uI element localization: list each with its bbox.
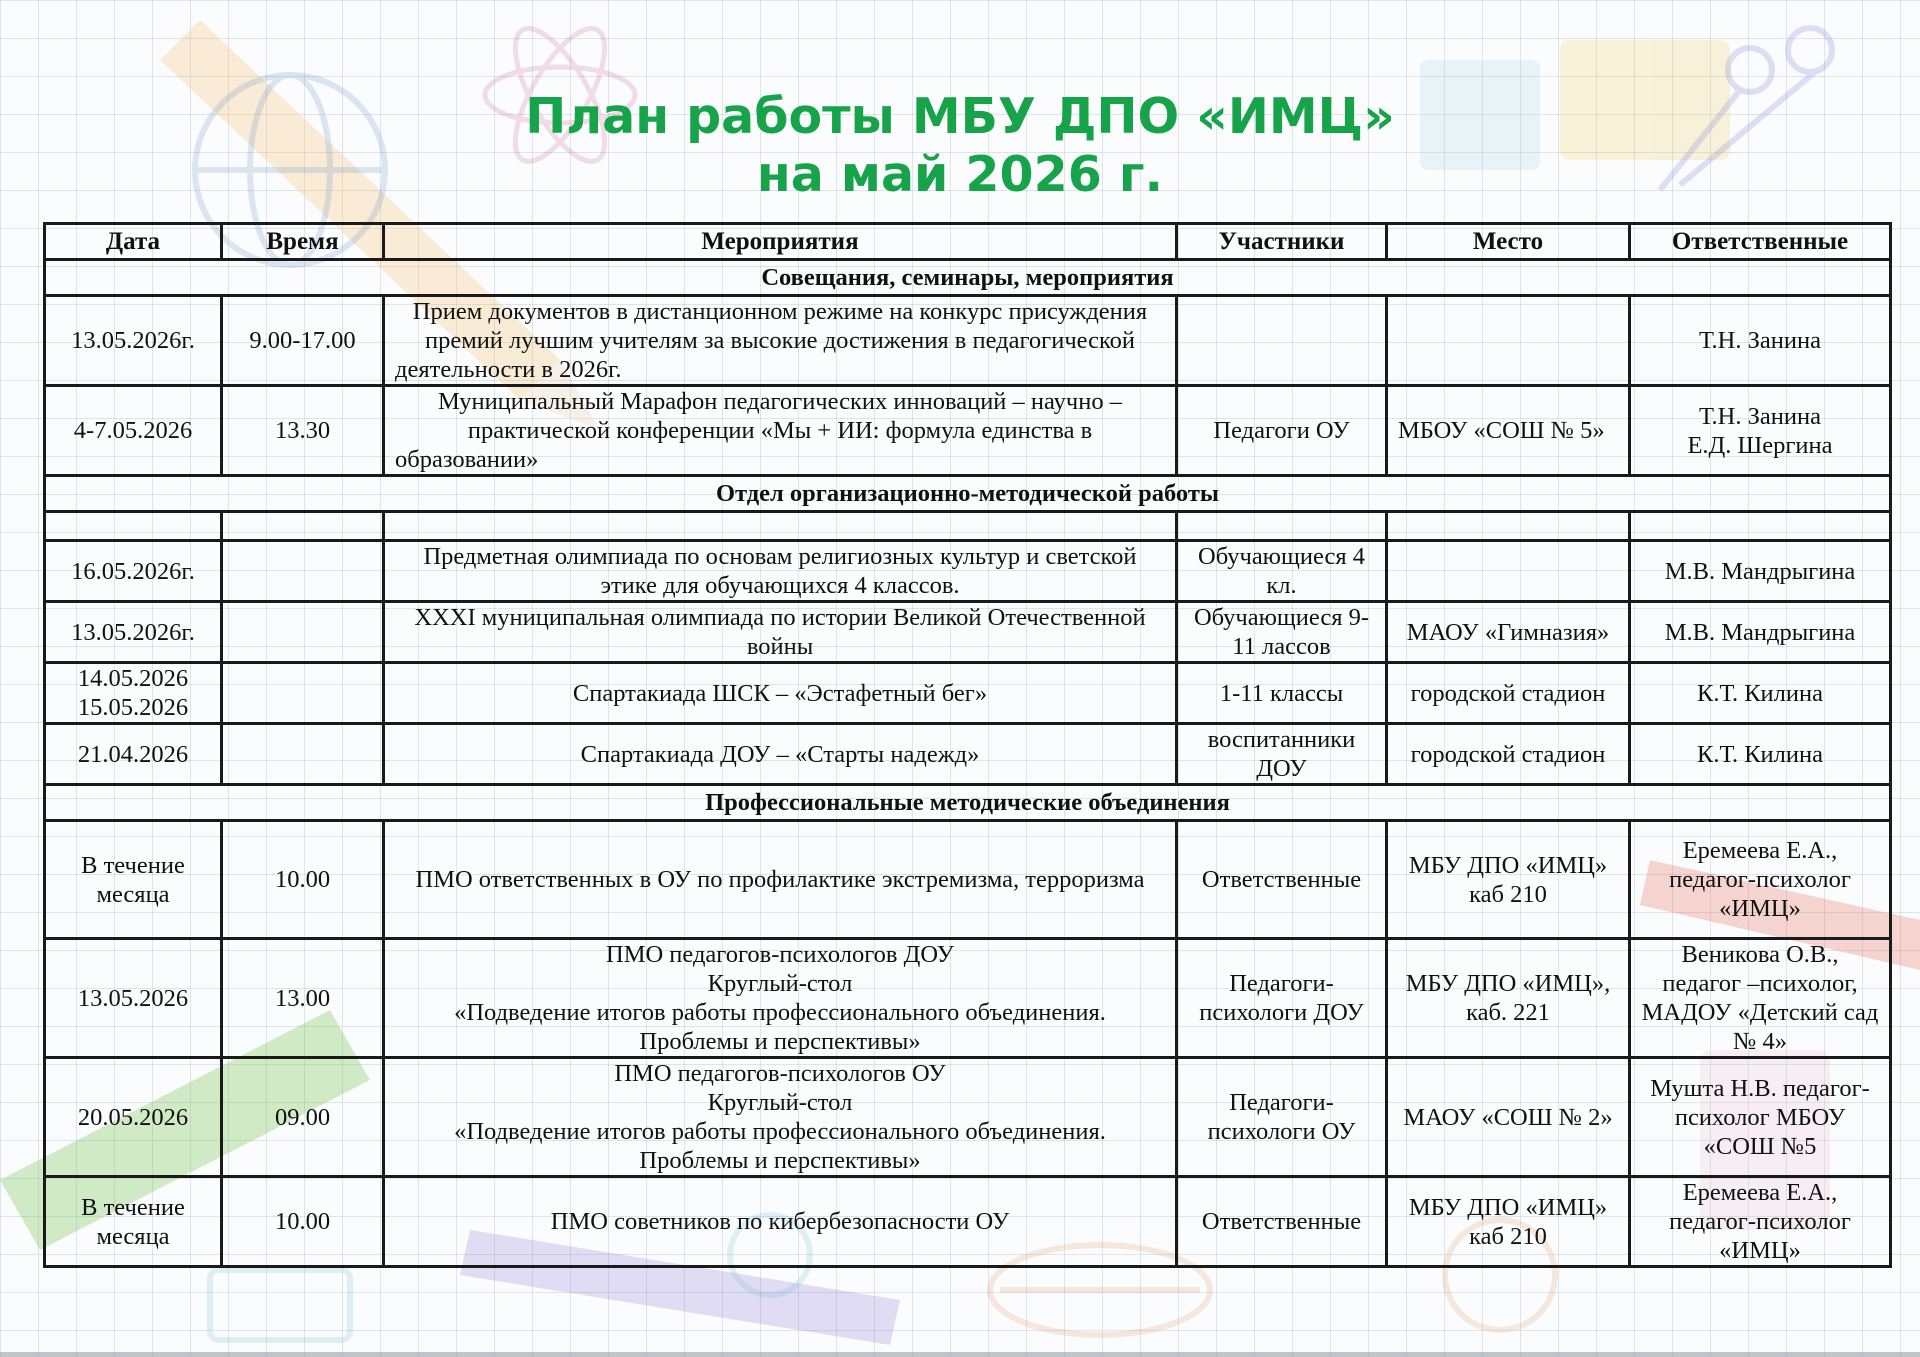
work-plan-table <box>43 222 1892 1268</box>
cell-date: 16.05.2026г. <box>45 541 222 602</box>
cell-event: XXXI муниципальная олимпиада по истории Великой Отечественной войны <box>384 602 1177 663</box>
cell-time <box>222 541 384 602</box>
table-row <box>45 602 1891 663</box>
cell-participants: Ответственные <box>1177 821 1387 939</box>
cell-responsible: К.Т. Килина <box>1630 724 1891 785</box>
section-row <box>45 785 1891 821</box>
table-row <box>45 939 1891 1058</box>
table-row <box>45 296 1891 386</box>
empty-cell <box>1387 512 1630 541</box>
header-time: Время <box>222 224 384 260</box>
cell-time: 9.00-17.00 <box>222 296 384 386</box>
responsible-name: Е.Д. Шергина <box>1687 431 1833 459</box>
empty-cell <box>1177 512 1387 541</box>
cell-place: МБУ ДПО «ИМЦ» каб 210 <box>1387 1177 1630 1267</box>
section-title-prof-associations: Профессиональные методические объединения <box>45 785 1891 821</box>
table-row <box>45 541 1891 602</box>
cell-date: В течение месяца <box>45 821 222 939</box>
date-line: 15.05.2026 <box>77 694 189 721</box>
header-participants: Участники <box>1177 224 1387 260</box>
cell-participants: воспитанники ДОУ <box>1177 724 1387 785</box>
cell-time: 09.00 <box>222 1058 384 1177</box>
empty-cell <box>384 512 1177 541</box>
cell-participants: Ответственные <box>1177 1177 1387 1267</box>
cell-responsible: М.В. Мандрыгина <box>1630 602 1891 663</box>
empty-cell <box>1630 512 1891 541</box>
table-row <box>45 386 1891 476</box>
cell-time <box>222 724 384 785</box>
cell-date: 13.05.2026г. <box>45 602 222 663</box>
cell-participants: Педагоги ОУ <box>1177 386 1387 476</box>
cell-time: 13.30 <box>222 386 384 476</box>
cell-responsible: Мушта Н.В. педагог-психолог МБОУ «СОШ №5 <box>1630 1058 1891 1177</box>
cell-date <box>45 663 222 724</box>
cell-place <box>1387 541 1630 602</box>
responsible-name: Т.Н. Занина <box>1699 402 1821 430</box>
empty-cell <box>222 512 384 541</box>
table-row <box>45 821 1891 939</box>
cell-event: Спартакиада ШСК – «Эстафетный бег» <box>384 663 1177 724</box>
table-row <box>45 663 1891 724</box>
page-title <box>0 88 1920 204</box>
cell-responsible: К.Т. Килина <box>1630 663 1891 724</box>
table-row <box>45 724 1891 785</box>
header-date: Дата <box>45 224 222 260</box>
table-row <box>45 1058 1891 1177</box>
cell-place: городской стадион <box>1387 724 1630 785</box>
cell-place: МБОУ «СОШ № 5» <box>1387 386 1630 476</box>
cell-date: В течение месяца <box>45 1177 222 1267</box>
cell-place: МБУ ДПО «ИМЦ» каб 210 <box>1387 821 1630 939</box>
cell-participants: Педагоги-психологи ДОУ <box>1177 939 1387 1058</box>
event-line: «Подведение итогов работы профессионального объединения. <box>454 999 1106 1026</box>
header-place: Место <box>1387 224 1630 260</box>
cell-responsible: М.В. Мандрыгина <box>1630 541 1891 602</box>
cell-event: Спартакиада ДОУ – «Старты надежд» <box>384 724 1177 785</box>
cell-event: Муниципальный Марафон педагогических инноваций – научно – практической конференции «Мы + ИИ: формула единства в образовании» <box>384 386 1177 476</box>
table-header-row <box>45 224 1891 260</box>
date-line: 14.05.2026 <box>77 665 189 692</box>
section-title-meetings: Совещания, семинары, мероприятия <box>45 260 1891 296</box>
cell-event: ПМО советников по кибербезопасности ОУ <box>384 1177 1177 1267</box>
cell-time: 10.00 <box>222 821 384 939</box>
cell-date: 13.05.2026г. <box>45 296 222 386</box>
cell-time <box>222 602 384 663</box>
cell-place: городской стадион <box>1387 663 1630 724</box>
cell-place: МАОУ «СОШ № 2» <box>1387 1058 1630 1177</box>
cell-responsible: Еремеева Е.А., педагог-психолог «ИМЦ» <box>1630 1177 1891 1267</box>
event-line: Проблемы и перспективы» <box>639 1028 921 1055</box>
section-row <box>45 476 1891 512</box>
cell-responsible: Т.Н. Занина <box>1630 296 1891 386</box>
cell-event <box>384 1058 1177 1177</box>
header-responsible: Ответственные <box>1630 224 1891 260</box>
cell-place: МАОУ «Гимназия» <box>1387 602 1630 663</box>
cell-responsible <box>1630 386 1891 476</box>
section-row <box>45 260 1891 296</box>
cell-participants <box>1177 296 1387 386</box>
cell-participants: Обучающиеся 4 кл. <box>1177 541 1387 602</box>
cell-time <box>222 663 384 724</box>
cell-participants: 1-11 классы <box>1177 663 1387 724</box>
cell-event <box>384 939 1177 1058</box>
cell-event: Прием документов в дистанционном режиме на конкурс присуждения премий лучшим учителям за высокие достижения в педагогической деятельности в 2026г. <box>384 296 1177 386</box>
cell-participants: Педагоги-психологи ОУ <box>1177 1058 1387 1177</box>
cell-place <box>1387 296 1630 386</box>
event-line: Проблемы и перспективы» <box>639 1147 921 1174</box>
cell-time: 10.00 <box>222 1177 384 1267</box>
section-title-org-method: Отдел организационно-методической работы <box>45 476 1891 512</box>
event-line: «Подведение итогов работы профессионального объединения. <box>454 1118 1106 1145</box>
cell-date: 21.04.2026 <box>45 724 222 785</box>
cell-responsible: Веникова О.В., педагог –психолог, МАДОУ «Детский сад № 4» <box>1630 939 1891 1058</box>
cell-date: 20.05.2026 <box>45 1058 222 1177</box>
event-line: Круглый-стол <box>707 970 853 997</box>
empty-row <box>45 512 1891 541</box>
cell-event: ПМО ответственных в ОУ по профилактике экстремизма, терроризма <box>384 821 1177 939</box>
cell-responsible: Еремеева Е.А., педагог-психолог «ИМЦ» <box>1630 821 1891 939</box>
event-line: Круглый-стол <box>707 1089 853 1116</box>
header-events: Мероприятия <box>384 224 1177 260</box>
event-line: ПМО педагогов-психологов ОУ <box>614 1060 946 1087</box>
event-line: ПМО педагогов-психологов ДОУ <box>606 941 954 968</box>
cell-time: 13.00 <box>222 939 384 1058</box>
table-row <box>45 1177 1891 1267</box>
cell-participants: Обучающиеся 9-11 лассов <box>1177 602 1387 663</box>
cell-event: Предметная олимпиада по основам религиозных культур и светской этике для обучающихся 4 классов. <box>384 541 1177 602</box>
cell-date: 13.05.2026 <box>45 939 222 1058</box>
title-line-2: на май 2026 г. <box>756 146 1164 203</box>
cell-date: 4-7.05.2026 <box>45 386 222 476</box>
cell-place: МБУ ДПО «ИМЦ», каб. 221 <box>1387 939 1630 1058</box>
empty-cell <box>45 512 222 541</box>
title-line-1: План работы МБУ ДПО «ИМЦ» <box>525 88 1395 145</box>
